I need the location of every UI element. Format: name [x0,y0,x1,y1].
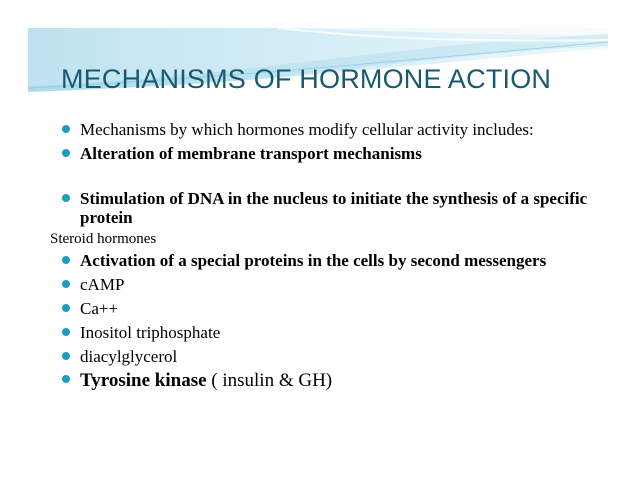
bullet-icon [62,194,70,202]
bullet-icon [62,149,70,157]
list-item-text: Alteration of membrane transport mechanisms [80,144,422,163]
bullet-icon [62,375,70,383]
bullet-icon [62,352,70,360]
list-item-text: diacylglycerol [80,347,178,366]
list-item [62,251,602,270]
bullet-icon [62,125,70,133]
list-item-text: Activation of a special proteins in the cells by second messengers [80,251,547,270]
list-item [62,299,602,318]
bullet-icon [62,328,70,336]
list-item [62,275,602,294]
list-item-text: Ca++ [80,299,119,318]
list-item-text: cAMP [80,275,125,294]
bullet-icon [62,256,70,264]
slide-title: MECHANISMS OF HORMONE ACTION [61,64,552,94]
list-item-suffix: ( insulin & GH) [206,370,333,391]
list-item [62,144,602,163]
bullet-list [50,120,602,391]
list-item [62,370,602,391]
plain-text-line: Steroid hormones [50,231,157,247]
list-item-text: Inositol triphosphate [80,323,221,342]
list-item [62,189,602,227]
bullet-icon [62,304,70,312]
slide [28,28,608,464]
list-item-text: Tyrosine kinase [80,370,207,391]
list-item [62,120,602,139]
bullet-icon [62,280,70,288]
list-item-text: Stimulation of DNA in the nucleus to initiate the synthesis of a specific protein [80,189,588,227]
list-item [62,323,602,342]
list-item-text: Mechanisms by which hormones modify cellular activity includes: [80,120,534,139]
list-item [62,347,602,366]
